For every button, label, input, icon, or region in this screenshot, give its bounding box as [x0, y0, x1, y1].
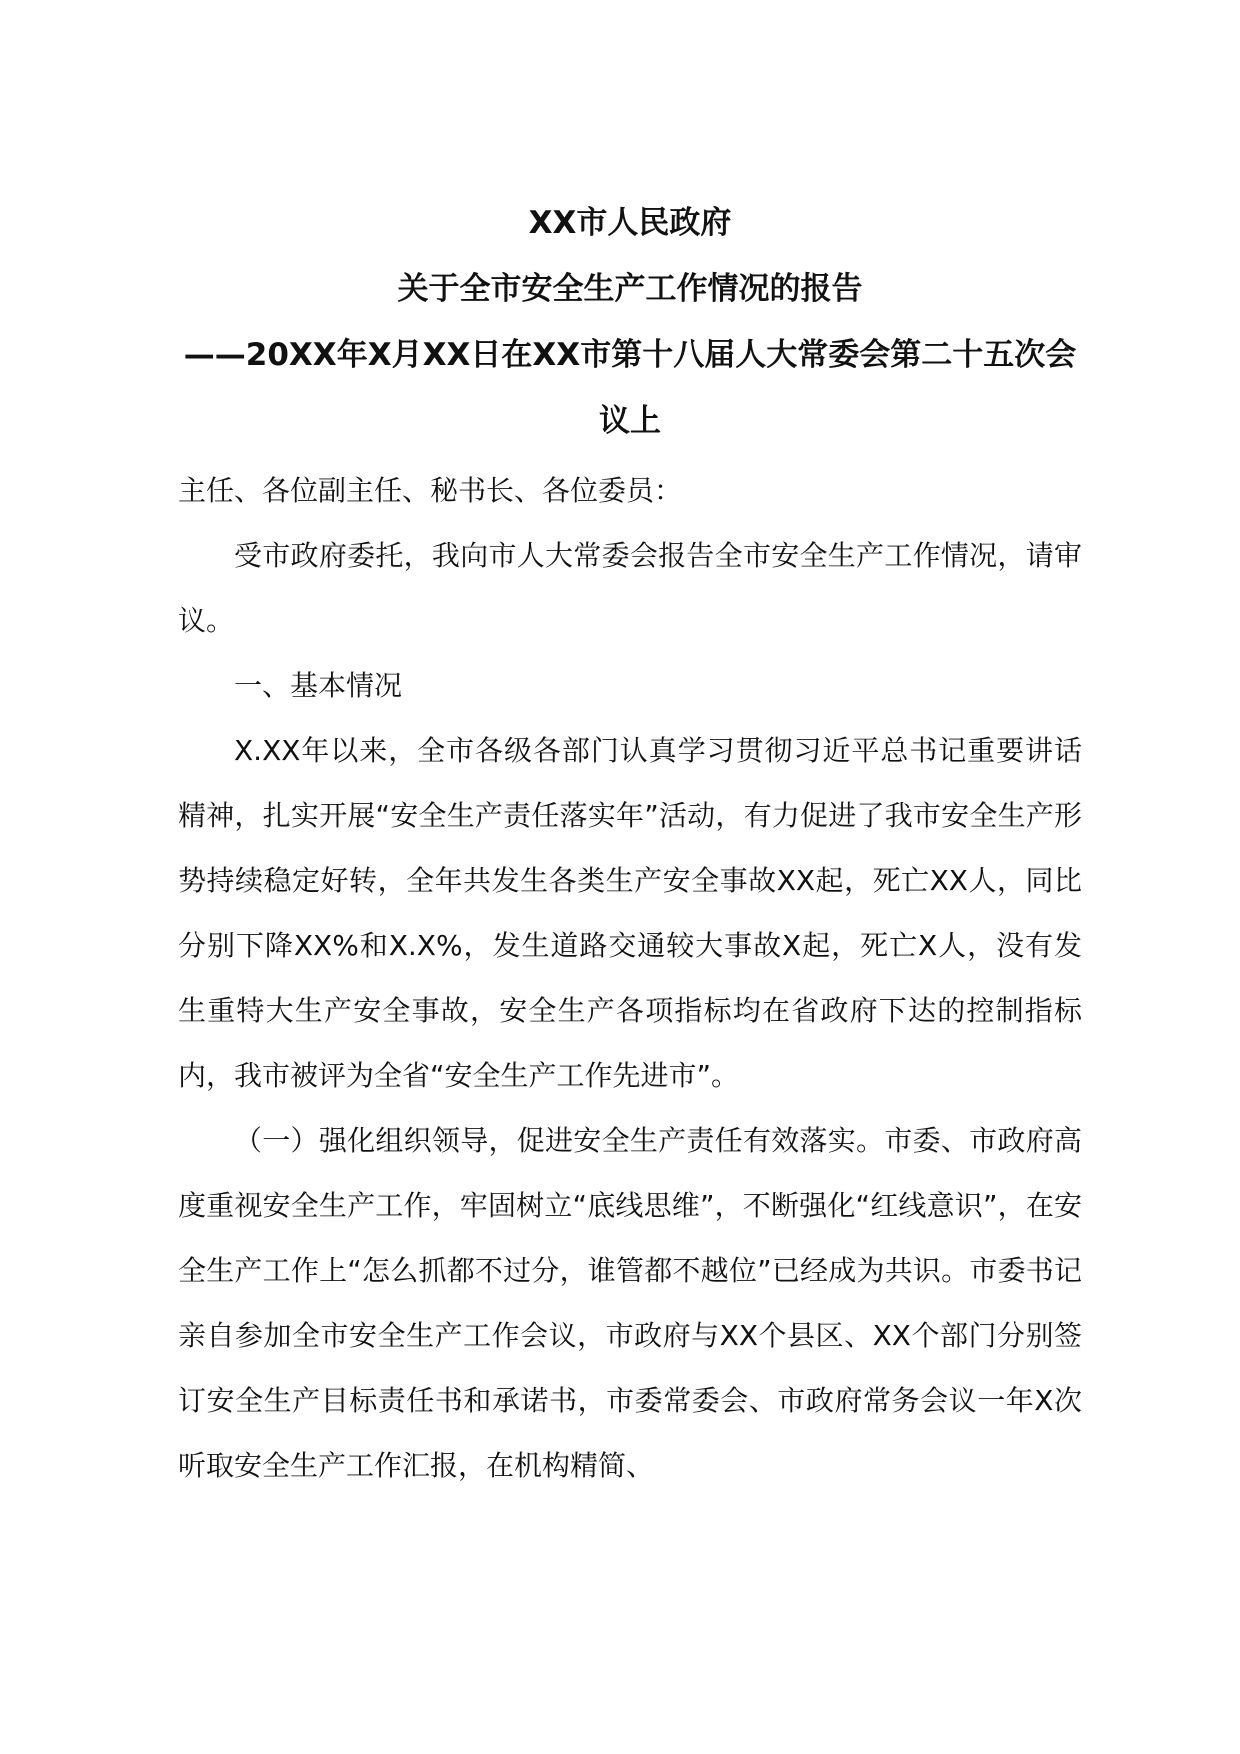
document-subtitle: ——20XX年X月XX日在XX市第十八届人大常委会第二十五次会议上 — [183, 337, 1077, 439]
paragraph-organization-leadership: （一）强化组织领导，促进安全生产责任有效落实。市委、市政府高度重视安全生产工作，牢固树立“底线思维”，不断强化“红线意识”，在安全生产工作上“怎么抓都不过分，谁管都不越位”已经成为共识。市委书记亲自参加全市安全生产工作会议，市政府与XX个县区、XX个部门分别签订安全生产目标责任书和承诺书，市委常委会、市政府常务会议一年X次听取安全生产工作汇报，在机构精简、 — [178, 1124, 1082, 1482]
document-page — [178, 190, 1082, 1498]
salutation: 主任、各位副主任、秘书长、各位委员： — [178, 474, 683, 507]
paragraph-overview: X.XX年以来，全市各级各部门认真学习贯彻习近平总书记重要讲话精神，扎实开展“安全生产责任落实年”活动，有力促进了我市安全生产形势持续稳定好转，全年共发生各类生产安全事故XX起，死亡XX人，同比分别下降XX%和X.X%，发生道路交通较大事故X起，死亡X人，没有发生重特大生产安全事故，安全生产各项指标均在省政府下达的控制指标内，我市被评为全省“安全生产工作先进市”。 — [178, 734, 1082, 1092]
document-title-line-1: XX市人民政府 — [528, 205, 732, 241]
section-heading-basic-situation: 一、基本情况 — [234, 669, 403, 702]
document-title-line-2: 关于全市安全生产工作情况的报告 — [397, 271, 863, 307]
paragraph-intro: 受市政府委托，我向市人大常委会报告全市安全生产工作情况，请审议。 — [178, 539, 1082, 637]
